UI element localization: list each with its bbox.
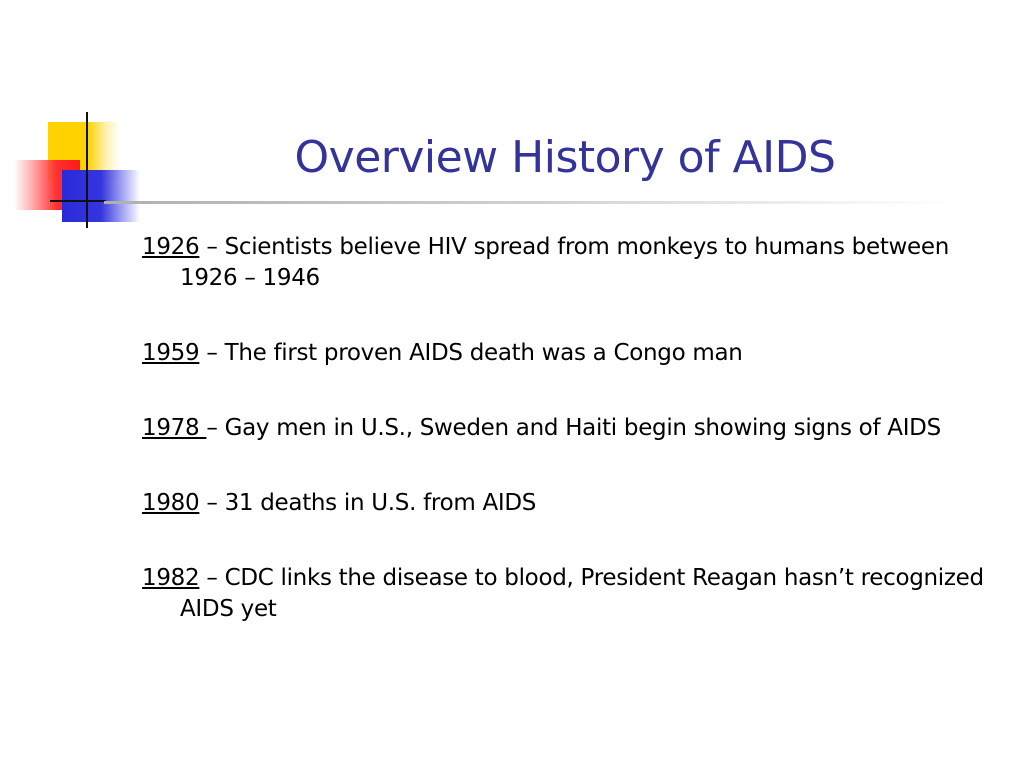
entry-year: 1959 — [142, 340, 200, 366]
timeline-entry — [142, 338, 992, 369]
entry-text: – CDC links the disease to blood, President Reagan hasn’t recognized AIDS yet — [180, 565, 984, 622]
timeline-entry — [142, 232, 992, 294]
entry-year: 1926 — [142, 234, 200, 260]
horizontal-line-decoration — [50, 200, 106, 202]
slide-logo-decoration — [0, 0, 150, 240]
entry-text: – The first proven AIDS death was a Congo man — [199, 340, 743, 366]
entry-year: 1982 — [142, 565, 200, 591]
timeline-entry — [142, 563, 992, 625]
entry-year: 1980 — [142, 490, 200, 516]
title-divider — [104, 201, 964, 204]
slide-title: Overview History of AIDS — [294, 132, 836, 183]
timeline-entry — [142, 488, 992, 519]
timeline-entry — [142, 413, 992, 444]
entry-text: – Scientists believe HIV spread from monkeys to humans between 1926 – 1946 — [180, 234, 950, 291]
entry-text: – 31 deaths in U.S. from AIDS — [199, 490, 537, 516]
entry-text: – Gay men in U.S., Sweden and Haiti begin showing signs of AIDS — [206, 415, 941, 441]
timeline-list — [142, 232, 992, 669]
entry-year: 1978 — [142, 415, 207, 441]
